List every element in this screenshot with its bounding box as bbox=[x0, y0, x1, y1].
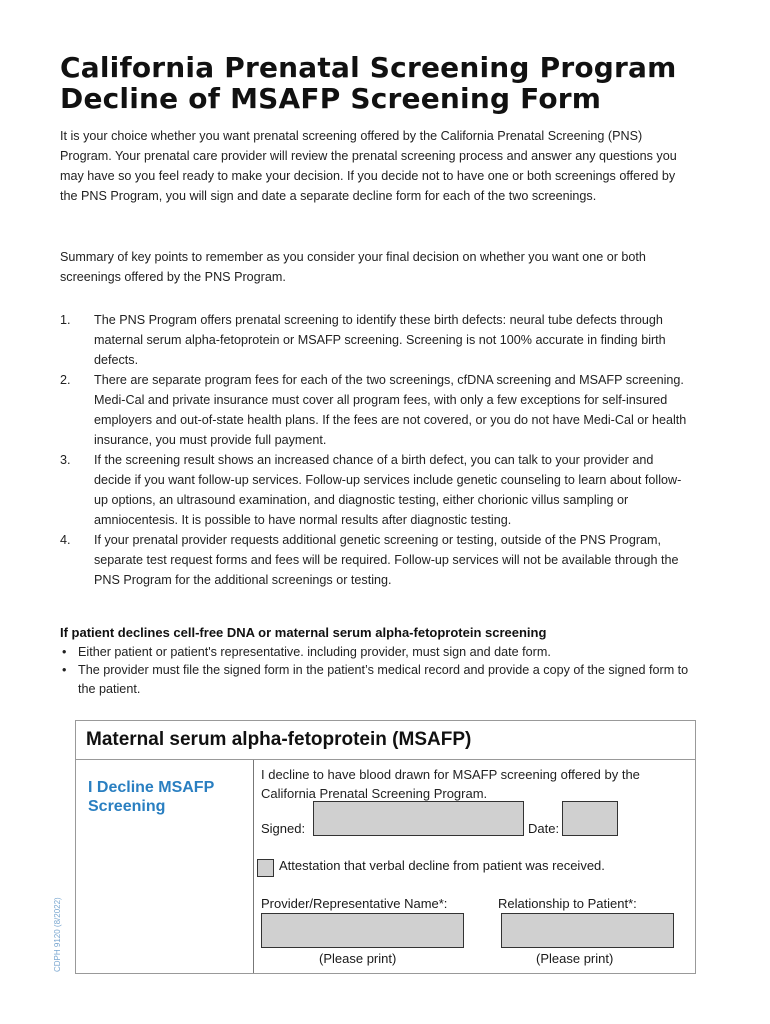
bullet-item bbox=[60, 661, 700, 698]
item-text: If your prenatal provider requests additional genetic screening or testing, outside of the PNS Program, separate test request forms and fees will be required. Follow-up services will not be available through the PNS Program for the additional screenings or testing. bbox=[94, 533, 679, 587]
provider-name-label: Provider/Representative Name*: bbox=[261, 896, 448, 911]
decline-heading: If patient declines cell-free DNA or maternal serum alpha-fetoprotein screening bbox=[60, 625, 547, 640]
item-text: If the screening result shows an increased chance of a birth defect, you can talk to your provider and decide if you want follow-up services. Follow-up services include genetic counseling to learn about follow-up options, an ultrasound examination, and diagnostic testing, either chorionic villus sampling or amniocentesis. It is possible to have normal results after diagnostic testing. bbox=[94, 453, 682, 527]
bullet-icon: • bbox=[62, 663, 67, 677]
attestation-checkbox[interactable] bbox=[257, 859, 274, 877]
key-points-list bbox=[60, 310, 690, 590]
print-note: (Please print) bbox=[319, 951, 397, 966]
form-header: Maternal serum alpha-fetoprotein (MSAFP) bbox=[76, 721, 695, 760]
relationship-label: Relationship to Patient*: bbox=[498, 896, 637, 911]
print-note: (Please print) bbox=[536, 951, 614, 966]
form-right-column bbox=[261, 765, 689, 803]
date-label: Date: bbox=[528, 821, 560, 836]
summary-paragraph: Summary of key points to remember as you consider your final decision on whether you want one or both screenings offered by the PNS Program. bbox=[60, 250, 646, 284]
item-text: There are separate program fees for each of the two screenings, cfDNA screening and MSAFP screening. Medi-Cal and private insurance must cover all program fees, with only a few exceptions for self-insured employers and out-of-state health plans. If the fees are not covered, or you do not have Medi-Cal or health insurance, you must provide full payment. bbox=[94, 373, 687, 447]
decline-instructions bbox=[60, 624, 700, 698]
bullet-text: Either patient or patient's representative. including provider, must sign and date form. bbox=[78, 644, 551, 659]
bullet-icon: • bbox=[62, 644, 67, 659]
bullet-item bbox=[60, 643, 700, 662]
list-item bbox=[60, 310, 690, 370]
attestation-label: Attestation that verbal decline from patient was received. bbox=[279, 858, 605, 873]
intro-paragraph: It is your choice whether you want prenatal screening offered by the California Prenatal Screening (PNS) Program. Your prenatal care provider will review the prenatal screening process and answer any questions you may have so you feel ready to make your decision. If you decide not to have one or both screenings offered by the PNS Program, you will sign and date a separate decline form for each of the two screenings. bbox=[60, 129, 677, 203]
list-item bbox=[60, 370, 690, 450]
item-number: 1. bbox=[60, 313, 71, 327]
page-title bbox=[60, 52, 677, 114]
item-text: The PNS Program offers prenatal screening to identify these birth defects: neural tube defects through maternal serum alpha-fetoprotein or MSAFP screening. Screening is not 100% accurate in finding birth defects. bbox=[94, 313, 666, 367]
date-field[interactable] bbox=[562, 801, 618, 836]
provider-name-field[interactable] bbox=[261, 913, 464, 948]
form-left-column bbox=[76, 760, 254, 973]
msafp-decline-form bbox=[75, 720, 696, 974]
list-item bbox=[60, 530, 690, 590]
bullet-text: The provider must file the signed form in the patient’s medical record and provide a copy of the signed form to the patient. bbox=[78, 663, 689, 696]
relationship-field[interactable] bbox=[501, 913, 674, 948]
title-line-2: Decline of MSAFP Screening Form bbox=[60, 82, 602, 115]
title-line-1: California Prenatal Screening Program bbox=[60, 51, 677, 84]
signed-label: Signed: bbox=[261, 821, 306, 836]
form-code: CDPH 9120 (8/2022) bbox=[53, 897, 62, 972]
decline-statement: I decline to have blood drawn for MSAFP screening offered by the California Prenatal Screening Program. bbox=[261, 767, 640, 801]
item-number: 2. bbox=[60, 373, 71, 387]
list-item bbox=[60, 450, 690, 530]
signature-field[interactable] bbox=[313, 801, 524, 836]
item-number: 3. bbox=[60, 453, 71, 467]
decline-label: I Decline MSAFP Screening bbox=[88, 779, 214, 815]
item-number: 4. bbox=[60, 533, 71, 547]
